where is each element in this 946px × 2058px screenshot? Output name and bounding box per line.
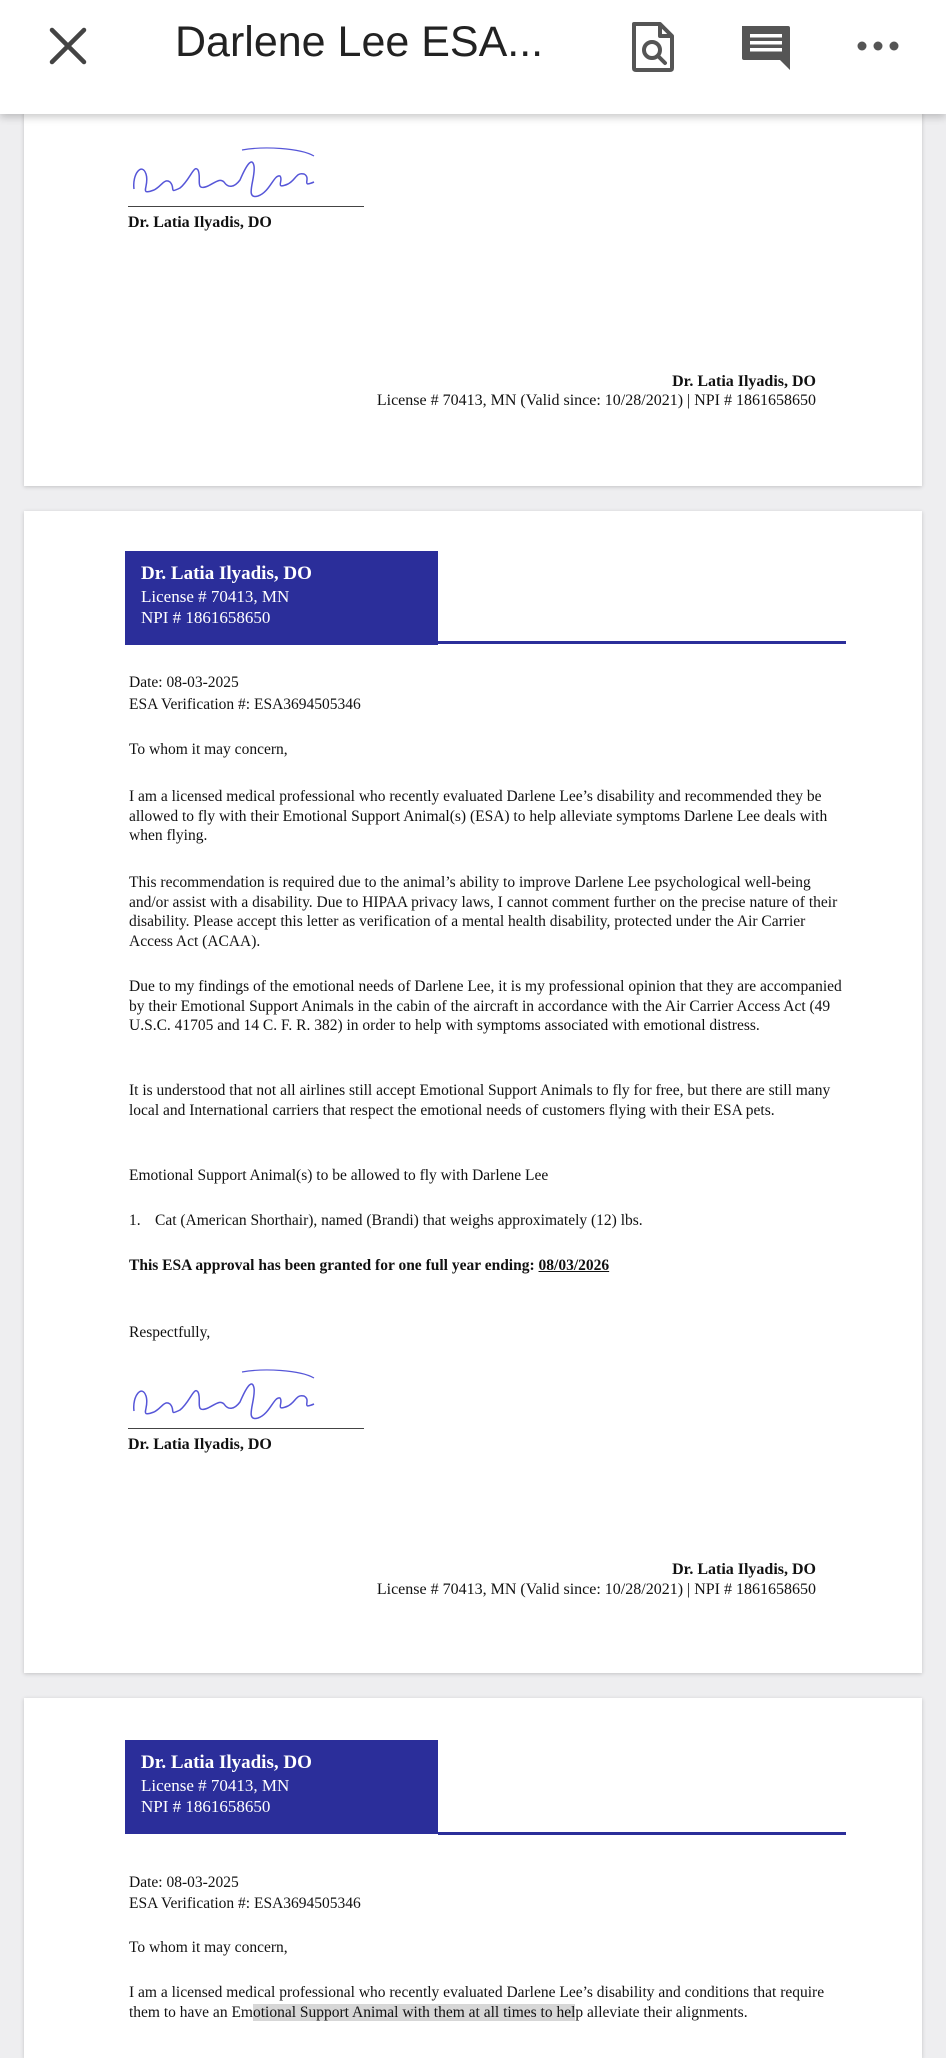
paragraph-text: I am a licensed medical professional who recently evaluated Darlene Lee’s disability and conditions that require them to have an Em bbox=[129, 1984, 825, 2021]
comment-icon[interactable] bbox=[738, 22, 794, 74]
document-page-1 bbox=[24, 90, 922, 486]
signature-line bbox=[128, 206, 364, 207]
animal-item: Cat (American Shorthair), named (Brandi) that weighs approximately (12) lbs. bbox=[155, 1212, 643, 1229]
footer-doctor-name: Dr. Latia Ilyadis, DO bbox=[672, 1561, 816, 1578]
footer-doctor-name: Dr. Latia Ilyadis, DO bbox=[672, 373, 816, 390]
letterhead bbox=[125, 1740, 438, 1834]
esa-verification: ESA Verification #: ESA3694505346 bbox=[129, 1895, 361, 1912]
letter-date: Date: 08-03-2025 bbox=[129, 674, 239, 691]
top-toolbar bbox=[0, 0, 946, 114]
paragraph-1 bbox=[129, 1983, 851, 2022]
paragraph-2: This recommendation is required due to the animal’s ability to improve Darlene Lee psychological well-being and/or assist with a disability. Due to HIPAA privacy laws, I cannot comment further on the precise nature of their disability. Please accept this letter as verification of a mental health disability, protected under the Air Carrier Access Act (ACAA). bbox=[129, 874, 838, 950]
approval-statement bbox=[129, 1257, 609, 1275]
list-number: 1. bbox=[129, 1212, 141, 1229]
paragraph-1: I am a licensed medical professional who recently evaluated Darlene Lee’s disability and recommended they be allowed to fly with their Emotional Support Animal(s) (ESA) to help alleviate symptoms Darlene Lee deals with when flying. bbox=[129, 788, 828, 844]
letterhead bbox=[125, 551, 438, 645]
letterhead-name: Dr. Latia Ilyadis, DO bbox=[141, 1752, 312, 1773]
signature-line bbox=[128, 1428, 364, 1429]
signature-image bbox=[124, 1366, 324, 1428]
animals-intro: Emotional Support Animal(s) to be allowed to fly with Darlene Lee bbox=[129, 1167, 549, 1184]
letter-date: Date: 08-03-2025 bbox=[129, 1874, 239, 1891]
more-horizontal-icon[interactable] bbox=[856, 36, 900, 56]
find-in-page-icon[interactable] bbox=[628, 20, 678, 74]
signer-name: Dr. Latia Ilyadis, DO bbox=[128, 214, 272, 231]
document-page-3 bbox=[24, 1698, 922, 2058]
letterhead-name: Dr. Latia Ilyadis, DO bbox=[141, 563, 312, 584]
footer-license: License # 70413, MN (Valid since: 10/28/2021) | NPI # 1861658650 bbox=[376, 392, 816, 409]
close-icon[interactable] bbox=[44, 22, 92, 70]
letterhead-rule bbox=[438, 1832, 846, 1835]
paragraph-text: p alleviate their alignments. bbox=[575, 2003, 748, 2021]
salutation: To whom it may concern, bbox=[129, 1939, 288, 1956]
paragraph-4: It is understood that not all airlines still accept Emotional Support Animals to fly for free, but there are still many local and International carriers that respect the emotional needs of customers flying with their ESA pets. bbox=[129, 1082, 831, 1119]
document-page-2 bbox=[24, 511, 922, 1673]
footer-license: License # 70413, MN (Valid since: 10/28/2021) | NPI # 1861658650 bbox=[376, 1581, 816, 1598]
closing: Respectfully, bbox=[129, 1324, 211, 1341]
letterhead-license: License # 70413, MN bbox=[141, 1776, 290, 1795]
letterhead-license: License # 70413, MN bbox=[141, 587, 290, 606]
paragraph-3: Due to my findings of the emotional needs of Darlene Lee, it is my professional opinion that they are accompanied by their Emotional Support Animals in the cabin of the aircraft in accordance with the Air Carrier Access Act (49 U.S.C. 41705 and 14 C. F. R. 382) in order to help with symptoms associated with emotional distress. bbox=[129, 978, 842, 1034]
letterhead-rule bbox=[438, 641, 846, 644]
approval-end-date: 08/03/2026 bbox=[538, 1257, 610, 1274]
approval-text: This ESA approval has been granted for one full year ending: bbox=[129, 1257, 539, 1274]
salutation: To whom it may concern, bbox=[129, 741, 288, 758]
esa-verification: ESA Verification #: ESA3694505346 bbox=[129, 696, 361, 713]
signer-name: Dr. Latia Ilyadis, DO bbox=[128, 1436, 272, 1453]
letterhead-npi: NPI # 1861658650 bbox=[141, 608, 271, 627]
text-selection-highlight[interactable]: otional Support Animal with them at all times to hel bbox=[252, 2003, 576, 2021]
document-title: Darlene Lee ESA... bbox=[175, 18, 544, 66]
signature-image bbox=[124, 144, 324, 206]
letterhead-npi: NPI # 1861658650 bbox=[141, 1797, 271, 1816]
